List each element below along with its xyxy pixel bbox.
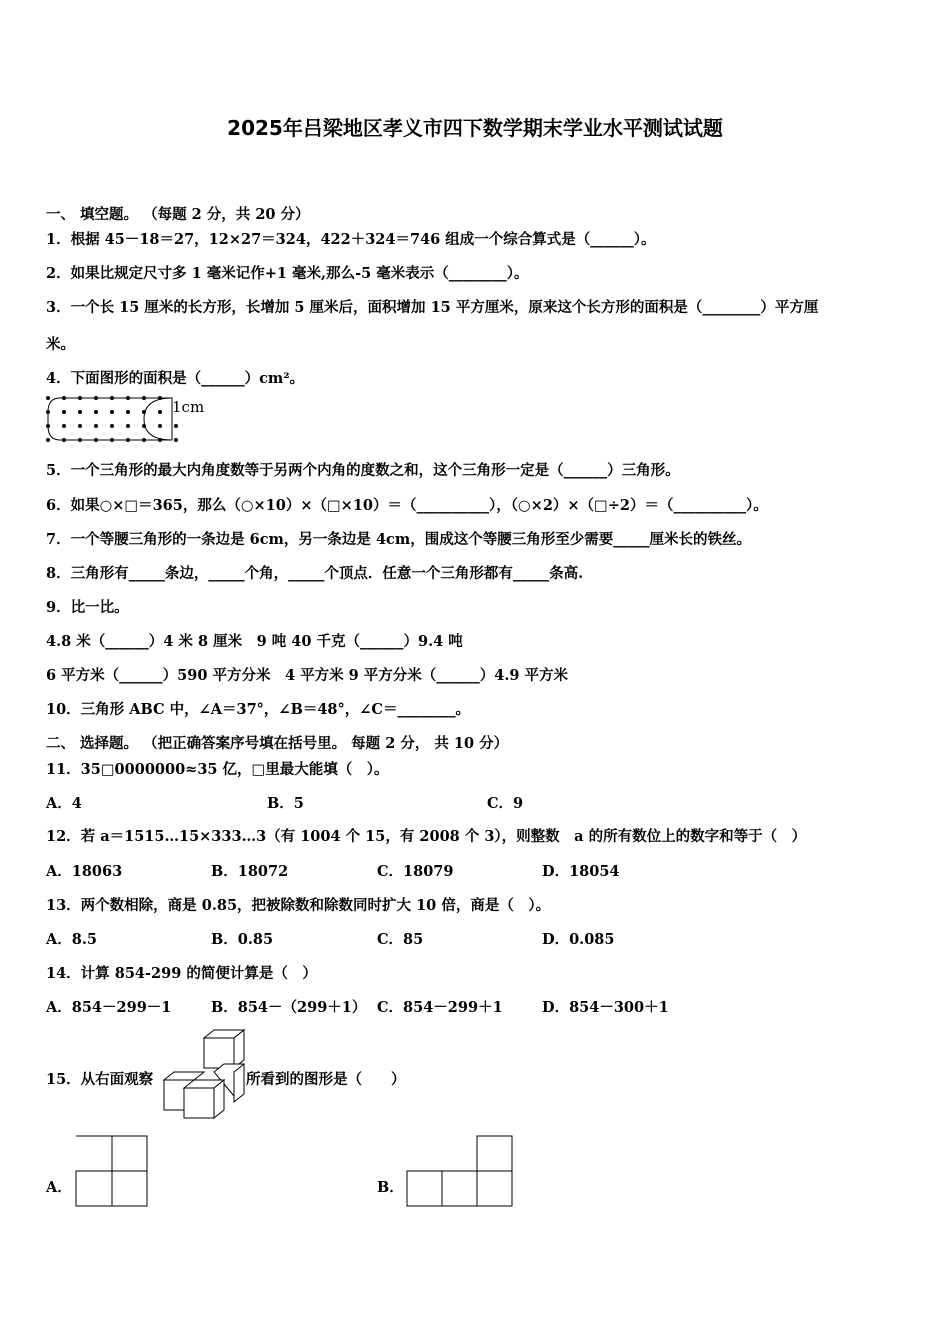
question-9-row2: 6 平方米（______）590 平方分米 4 平方米 9 平方分米（______）4.9 平方米: [46, 667, 569, 684]
question-14: 14．计算 854-299 的简便计算是（ ）: [46, 965, 317, 982]
section2-header: 二、 选择题。 （把正确答案序号填在括号里。 每题 2 分， 共 10 分）: [46, 735, 509, 752]
question-15-option-a-figure: [74, 1134, 150, 1210]
question-4: 4．下面图形的面积是（______）cm²。: [46, 370, 305, 387]
question-13-option-b: B．0.85: [211, 931, 274, 948]
question-13: 13．两个数相除，商是 0.85，把被除数和除数同时扩大 10 倍，商是（ ）。: [46, 897, 551, 914]
question-7: 7．一个等腰三角形的一条边是 6cm，另一条边是 4cm，围成这个等腰三角形至少需要_____厘米长的铁丝。: [46, 531, 751, 548]
question-15-option-b: B．: [377, 1179, 404, 1196]
question-12-option-a: A．18063: [46, 863, 123, 880]
question-15-prefix: 15．从右面观察: [46, 1071, 154, 1088]
question-14-option-d: D．854－300＋1: [542, 999, 669, 1016]
question-11-option-c: C．9: [487, 795, 524, 812]
question-12: 12．若 a＝1515…15×333…3（有 1004 个 15，有 2008 个 3），则整数 a 的所有数位上的数字和等于（ ）: [46, 828, 807, 845]
question-9: 9．比一比。: [46, 599, 129, 616]
question-15-option-b-figure: [404, 1134, 516, 1210]
question-2: 2．如果比规定尺寸多 1 毫米记作+1 毫米,那么-5 毫米表示（________）。: [46, 265, 529, 282]
question-9-row1: 4.8 米（______）4 米 8 厘米 9 吨 40 千克（______）9.4 吨: [46, 633, 463, 650]
question-14-option-b: B．854－（299＋1）: [211, 999, 367, 1016]
section1-header: 一、 填空题。 （每题 2 分，共 20 分）: [46, 206, 310, 223]
question-3-line2: 米。: [46, 336, 75, 353]
question-14-option-c: C．854－299＋1: [377, 999, 503, 1016]
question-11-option-b: B．5: [267, 795, 304, 812]
question-1: 1．根据 45－18＝27，12×27＝324，422＋324＝746 组成一个综合算式是（______）。: [46, 231, 656, 248]
question-8: 8．三角形有_____条边，_____个角，_____个顶点．任意一个三角形都有_____条高.: [46, 565, 584, 582]
question-13-option-a: A．8.5: [46, 931, 97, 948]
question-13-option-d: D．0.085: [542, 931, 615, 948]
question-6: 6．如果○×□＝365，那么（○×10）×（□×10）＝（__________），（○×2）×（□÷2）＝（__________）。: [46, 497, 768, 514]
question-11-option-a: A．4: [46, 795, 82, 812]
question-14-option-a: A．854－299－1: [46, 999, 172, 1016]
question-15-option-a: A．: [46, 1179, 72, 1196]
page-title: 2025年吕梁地区孝义市四下数学期末学业水平测试试题: [227, 116, 723, 140]
question-13-option-c: C．85: [377, 931, 424, 948]
question-12-option-c: C．18079: [377, 863, 454, 880]
question-15-cube-stack-figure: [162, 1028, 248, 1120]
question-12-option-d: D．18054: [542, 863, 620, 880]
question-5: 5．一个三角形的最大内角度数等于另两个内角的度数之和，这个三角形一定是（______）三角形。: [46, 462, 680, 479]
question-11: 11．35□0000000≈35 亿，□里最大能填（ ）。: [46, 761, 389, 778]
question-4-unit-label: 1cm: [172, 398, 205, 416]
question-10: 10．三角形 ABC 中，∠A＝37°，∠B＝48°，∠C＝________。: [46, 701, 470, 718]
question-3-line1: 3．一个长 15 厘米的长方形，长增加 5 厘米后，面积增加 15 平方厘米，原来这个长方形的面积是（________）平方厘: [46, 299, 819, 316]
question-12-option-b: B．18072: [211, 863, 289, 880]
question-15-suffix: 所看到的图形是（ ）: [246, 1071, 406, 1088]
